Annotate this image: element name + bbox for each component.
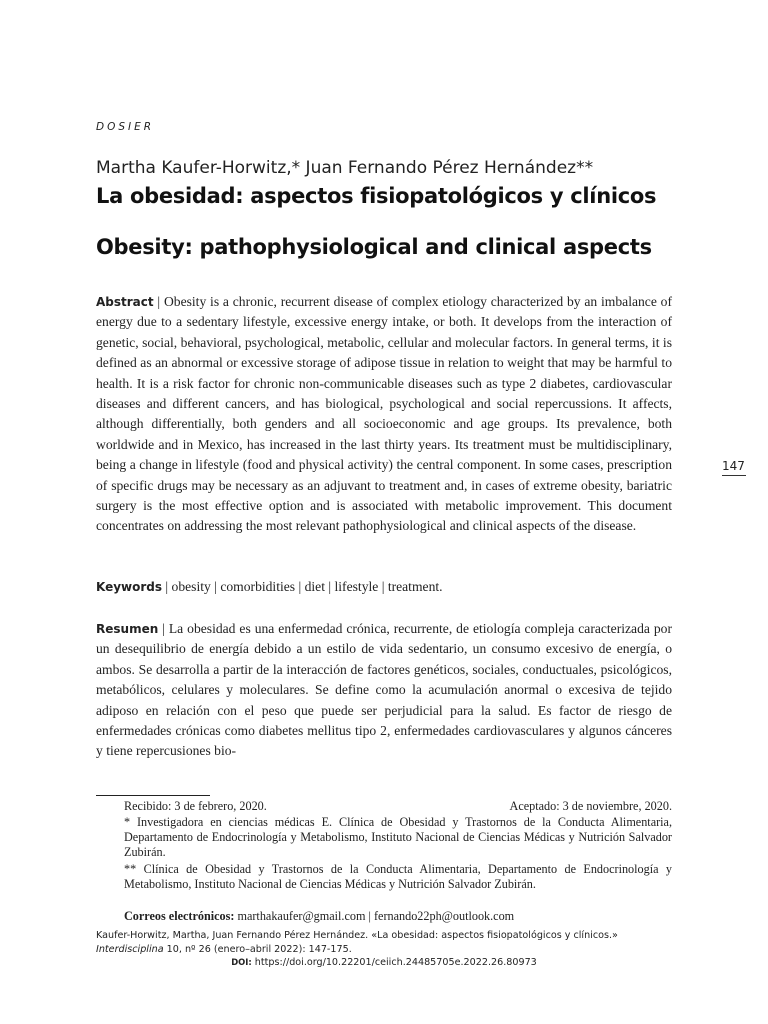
keywords-paragraph <box>96 577 672 597</box>
page-number: 147 <box>722 459 745 473</box>
citation <box>96 929 672 956</box>
doi-line <box>0 957 768 968</box>
footnote-author-2: ** Clínica de Obesidad y Trastornos de la Conducta Alimentaria, Departamento de Endocrinología y Metabolismo, Instituto Nacional de Ciencias Médicas y Nutrición Salvador Zubirán. <box>124 862 672 892</box>
resumen-label: Resumen <box>96 622 159 636</box>
keywords-label: Keywords <box>96 580 163 594</box>
abstract-text: | Obesity is a chronic, recurrent disease of complex etiology characterized by an imbalance of energy due to a sedentary lifestyle, excessive energy intake, or both. It develops from the interaction of genetic, social, behavioral, psychological, metabolic, cellular and molecular factors. In general terms, it is defined as an abnormal or excessive storage of adipose tissue in relation to weight that may be harmful to health. It is a risk factor for chronic non-communicable diseases such as type 2 diabetes, cardiovascular diseases and different cancers, and has biological, psychological and social repercussions. It affects, although differentially, both genders and all socioeconomic and age groups. Its prevalence, both worldwide and in Mexico, has increased in the last thirty years. Its treatment must be multidisciplinary, being a change in lifestyle (food and physical activity) the central component. In some cases, prescription of specific drugs may be necessary as an adjuvant to treatment and, in cases of extreme obesity, bariatric surgery is the most effective option and is associated with metabolic improvement. This document concentrates on addressing the most relevant pathophysiological and clinical aspects of the disease. <box>96 294 672 534</box>
resumen-paragraph <box>96 619 672 762</box>
abstract-paragraph <box>96 292 672 537</box>
citation-journal: Interdisciplina <box>96 943 164 955</box>
title-english: Obesity: pathophysiological and clinical aspects <box>96 235 652 259</box>
accepted-date: Aceptado: 3 de noviembre, 2020. <box>509 799 672 813</box>
citation-text: Kaufer-Horwitz, Martha, Juan Fernando Pérez Hernández. «La obesidad: aspectos fisiopatológicos y clínicos.» <box>96 930 618 941</box>
page-number-underline <box>722 475 746 476</box>
section-label: DOSIER <box>96 121 155 133</box>
keywords-text: | obesity | comorbidities | diet | lifestyle | treatment. <box>162 579 443 594</box>
title-spanish: La obesidad: aspectos fisiopatológicos y clínicos <box>96 184 657 208</box>
footnote-emails <box>124 909 672 924</box>
resumen-text: | La obesidad es una enfermedad crónica, recurrente, de etiología compleja caracterizada por un desequilibrio de energía debido a un estilo de vida sedentario, un consumo excesivo de energía, o ambos. Se desarrolla a partir de la interacción de factores genéticos, sociales, conductuales, psicológicos, metabólicos, celulares y moleculares. Se define como la acumulación anormal o excesiva de tejido adiposo en relación con el peso que puede ser perjudicial para la salud. Es factor de riesgo de enfermedades crónicas como diabetes mellitus tipo 2, enfermedades cardiovasculares y algunos cánceres y tiene repercusiones bio- <box>96 621 672 759</box>
doi-label: DOI: <box>231 957 252 967</box>
emails-label: Correos electrónicos: <box>124 909 235 923</box>
citation-details: 10, nº 26 (enero–abril 2022): 147-175. <box>163 943 352 955</box>
footnote-author-1: * Investigadora en ciencias médicas E. Clínica de Obesidad y Trastornos de la Conducta Alimentaria, Departamento de Endocrinología y Metabolismo, Instituto Nacional de Ciencias Médicas y Nutrición Salvador Zubirán. <box>124 815 672 860</box>
authors: Martha Kaufer-Horwitz,* Juan Fernando Pérez Hernández** <box>96 158 594 178</box>
emails-text: marthakaufer@gmail.com | fernando22ph@outlook.com <box>234 909 515 923</box>
abstract-label: Abstract <box>96 295 154 309</box>
footnote-rule <box>96 795 210 796</box>
doi-link[interactable]: https://doi.org/10.22201/ceiich.24485705e.2022.26.80973 <box>251 957 537 968</box>
footnote-dates <box>124 799 672 814</box>
received-date: Recibido: 3 de febrero, 2020. <box>124 799 267 813</box>
